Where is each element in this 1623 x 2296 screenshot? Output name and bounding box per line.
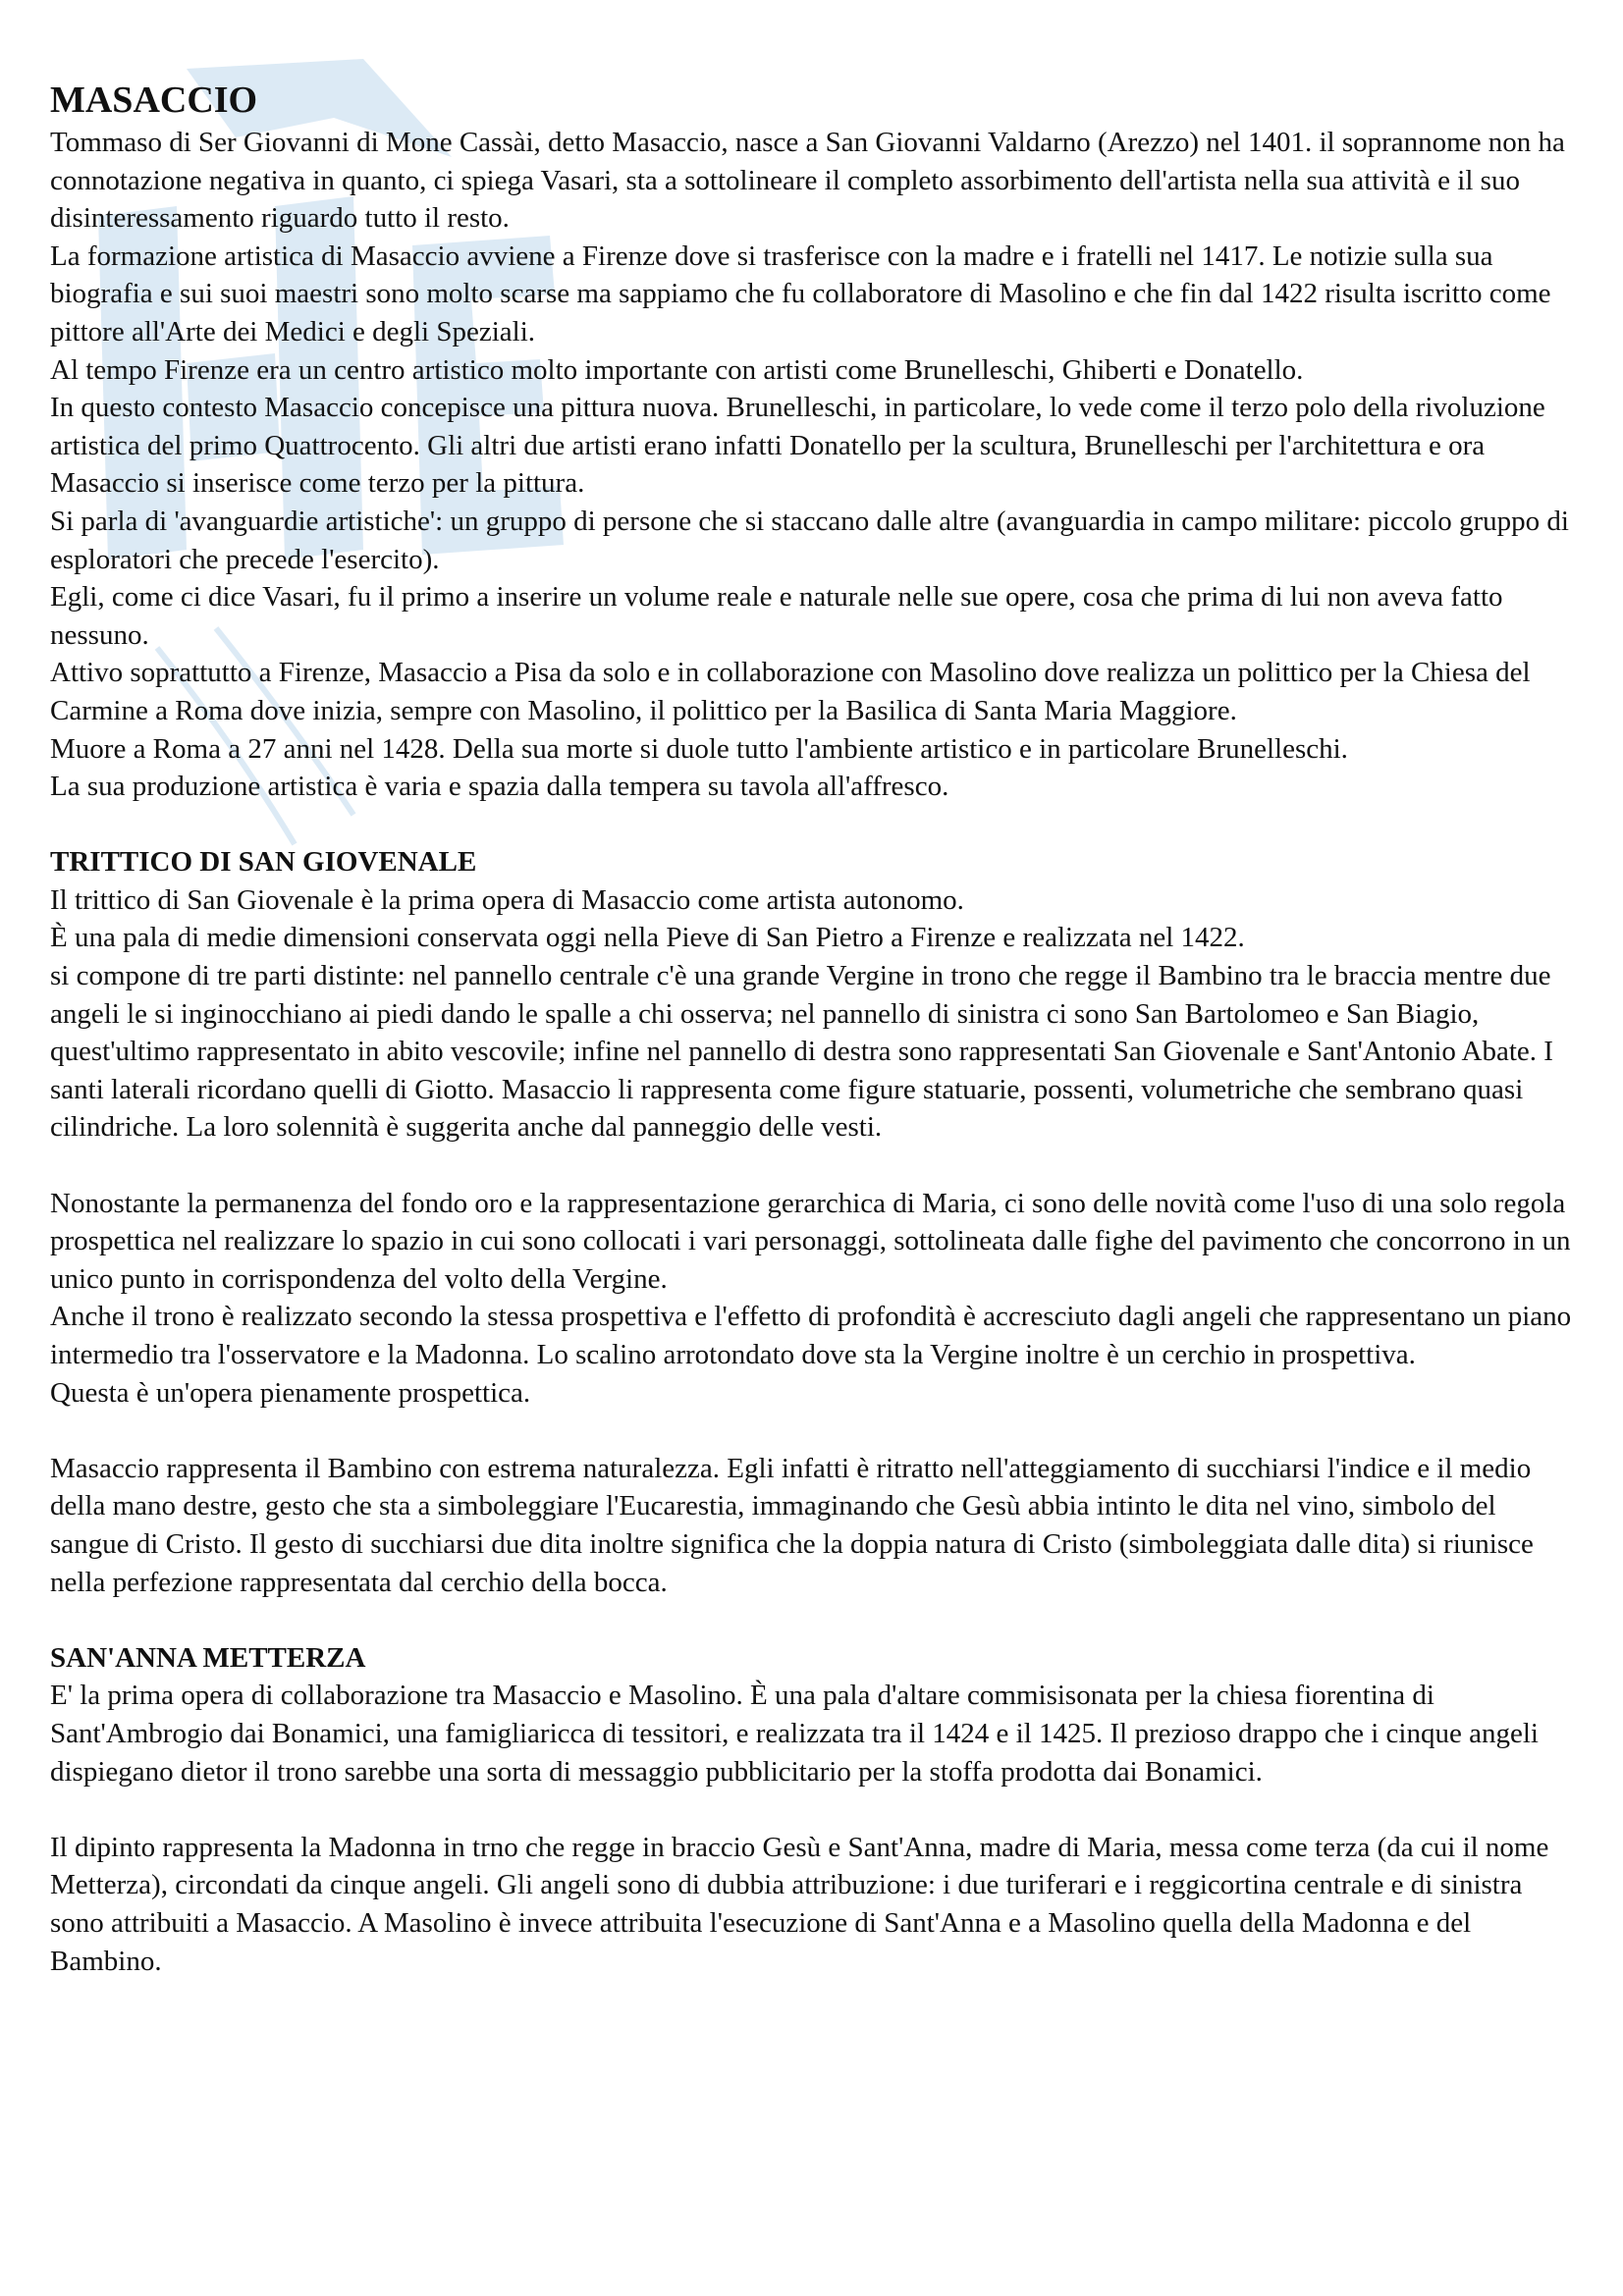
section-paragraph: Nonostante la permanenza del fondo oro e la rappresentazione gerarchica di Maria, ci sono delle novità come l'uso di una solo regola prospettica nel realizzare lo spazio in cui sono collocati i vari personaggi, sottolineata dalle fighe del pavimento che concorrono in un unico punto in corrispondenza del volto della Vergine. bbox=[50, 1187, 1571, 1295]
section-paragraph: Anche il trono è realizzato secondo la stessa prospettiva e l'effetto di profondità è accresciuto dagli angeli che rappresentano un piano intermedio tra l'osservatore e la Madonna. Lo scalino arrotondato dove sta la Vergine inoltre è un cerchio in prospettiva. bbox=[50, 1301, 1572, 1370]
intro-paragraph: La formazione artistica di Masaccio avviene a Firenze dove si trasferisce con la madre e i fratelli nel 1417. Le notizie sulla sua biografia e sui suoi maestri sono molto scarse ma sappiamo che fu collaboratore di Masolino e che fin dal 1422 risulta iscritto come pittore all'Arte dei Medici e degli Speziali. bbox=[50, 240, 1551, 347]
intro-paragraph: In questo contesto Masaccio concepisce una pittura nuova. Brunelleschi, in particolare, lo vede come il terzo polo della rivoluzione artistica del primo Quattrocento. Gli altri due artisti erano infatti Donatello per la scultura, Brunelleschi per l'architettura e ora Masaccio si inserisce come terzo per la pittura. bbox=[50, 392, 1545, 500]
spacer bbox=[50, 806, 1577, 844]
section-heading-trittico: TRITTICO DI SAN GIOVENALE bbox=[50, 846, 477, 879]
spacer bbox=[50, 1147, 1577, 1185]
section-paragraph: Questa è un'opera pienamente prospettica. bbox=[50, 1376, 531, 1409]
intro-paragraph: La sua produzione artistica è varia e spazia dalla tempera su tavola all'affresco. bbox=[50, 771, 949, 803]
intro-paragraph: Attivo soprattutto a Firenze, Masaccio a Pisa da solo e in collaborazione con Masolino dove realizza un polittico per la Chiesa del Carmine a Roma dove inizia, sempre con Masolino, il polittico per la Basilica di Santa Maria Maggiore. bbox=[50, 657, 1531, 726]
intro-paragraph: Muore a Roma a 27 anni nel 1428. Della sua morte si duole tutto l'ambiente artistico e in particolare Brunelleschi. bbox=[50, 732, 1348, 765]
intro-paragraph: Tommaso di Ser Giovanni di Mone Cassài, detto Masaccio, nasce a San Giovanni Valdarno (Arezzo) nel 1401. il soprannome non ha connotazione negativa in quanto, ci spiega Vasari, sta a sottolineare il completo assorbimento dell'artista nella sua attività e il suo disinteressamento riguardo tutto il resto. bbox=[50, 127, 1565, 235]
section-paragraph: Il dipinto rappresenta la Madonna in trno che regge in braccio Gesù e Sant'Anna, madre di Maria, messa come terza (da cui il nome Metterza), circondati da cinque angeli. Gli angeli sono di dubbia attribuzione: i due turiferari e i reggicortina centrale e di sinistra sono attribuiti a Masaccio. A Masolino è invece attribuita l'esecuzione di Sant'Anna e a Masolino quella della Madonna e del Bambino. bbox=[50, 1831, 1549, 1977]
spacer bbox=[50, 1601, 1577, 1639]
section-paragraph: si compone di tre parti distinte: nel pannello centrale c'è una grande Vergine in trono che regge il Bambino tra le braccia mentre due angeli le si inginocchiano ai piedi dando le spalle a chi osserva; nel pannello di sinistra ci sono San Bartolomeo e San Biagio, quest'ultimo rappresentato in abito vescovile; infine nel pannello di destra sono rappresentati San Giovenale e Sant'Antonio Abate. I santi laterali ricordano quelli di Giotto. Masaccio li rappresenta come figure statuarie, possenti, volumetriche che sembrano quasi cilindriche. La loro solennità è suggerita anche dal panneggio delle vesti. bbox=[50, 960, 1553, 1144]
section-paragraph: Il trittico di San Giovenale è la prima opera di Masaccio come artista autonomo. bbox=[50, 883, 964, 916]
document-title: MASACCIO bbox=[50, 80, 258, 121]
section-paragraph: È una pala di medie dimensioni conservata oggi nella Pieve di San Pietro a Firenze e realizzata nel 1422. bbox=[50, 922, 1245, 954]
document-body bbox=[50, 79, 1577, 1980]
spacer bbox=[50, 1412, 1577, 1450]
spacer bbox=[50, 1790, 1577, 1829]
section-paragraph: Masaccio rappresenta il Bambino con estrema naturalezza. Egli infatti è ritratto nell'atteggiamento di succhiarsi l'indice e il medio della mano destre, gesto che sta a simboleggiare l'Eucarestia, immaginando che Gesù abbia intinto le dita nel vino, simbolo del sangue di Cristo. Il gesto di succhiarsi due dita inoltre significa che la doppia natura di Cristo (simboleggiata dalle dita) si riunisce nella perfezione rappresentata dal cerchio della bocca. bbox=[50, 1452, 1534, 1598]
intro-paragraph: Si parla di 'avanguardie artistiche': un gruppo di persone che si staccano dalle altre (avanguardia in campo militare: piccolo gruppo di esploratori che precede l'esercito). bbox=[50, 505, 1569, 575]
intro-paragraph: Al tempo Firenze era un centro artistico molto importante con artisti come Brunelleschi, Ghiberti e Donatello. bbox=[50, 353, 1304, 386]
section-heading-metterza: SAN'ANNA METTERZA bbox=[50, 1641, 366, 1674]
section-paragraph: E' la prima opera di collaborazione tra Masaccio e Masolino. È una pala d'altare commisisonata per la chiesa fiorentina di Sant'Ambrogio dai Bonamici, una famigliaricca di tessitori, e realizzata tra il 1424 e il 1425. Il prezioso drappo che i cinque angeli dispiegano dietor il trono sarebbe una sorta di messaggio pubblicitario per la stoffa prodotta dai Bonamici. bbox=[50, 1680, 1539, 1788]
intro-paragraph: Egli, come ci dice Vasari, fu il primo a inserire un volume reale e naturale nelle sue opere, cosa che prima di lui non aveva fatto nessuno. bbox=[50, 581, 1503, 651]
